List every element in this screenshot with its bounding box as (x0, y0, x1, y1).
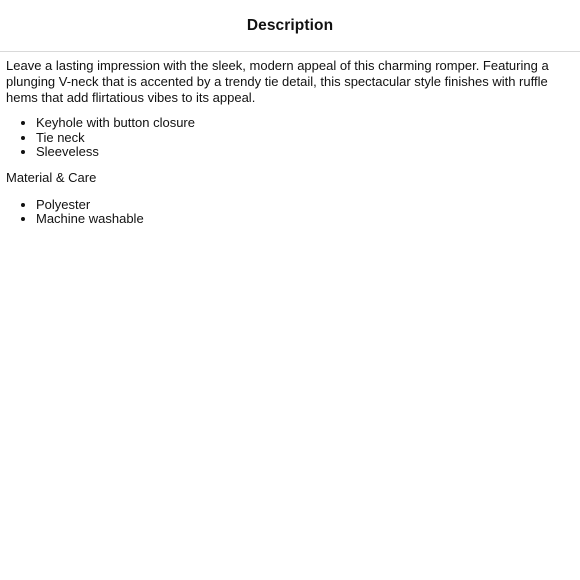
feature-item-keyhole: • Keyhole with button closure (36, 115, 574, 131)
page-title: Description (246, 16, 334, 34)
material-care-list (6, 197, 574, 227)
description-intro: Leave a lasting impression with the sleek, modern appeal of this charming romper. Featuring a plunging V-neck that is accented by a trendy tie detail, this spectacular style finishes with ruffle hems that add flirtatious vibes to its appeal. (6, 58, 549, 105)
features-list (6, 115, 574, 160)
material-item-machine-washable: • Machine washable (36, 211, 574, 227)
material-care-heading: Material & Care (6, 169, 97, 185)
feature-item-sleeveless: • Sleeveless (36, 144, 574, 160)
feature-item-tie-neck: • Tie neck (36, 130, 574, 146)
material-item-polyester: • Polyester (36, 197, 574, 213)
description-content (0, 52, 580, 227)
page-header (0, 0, 580, 52)
